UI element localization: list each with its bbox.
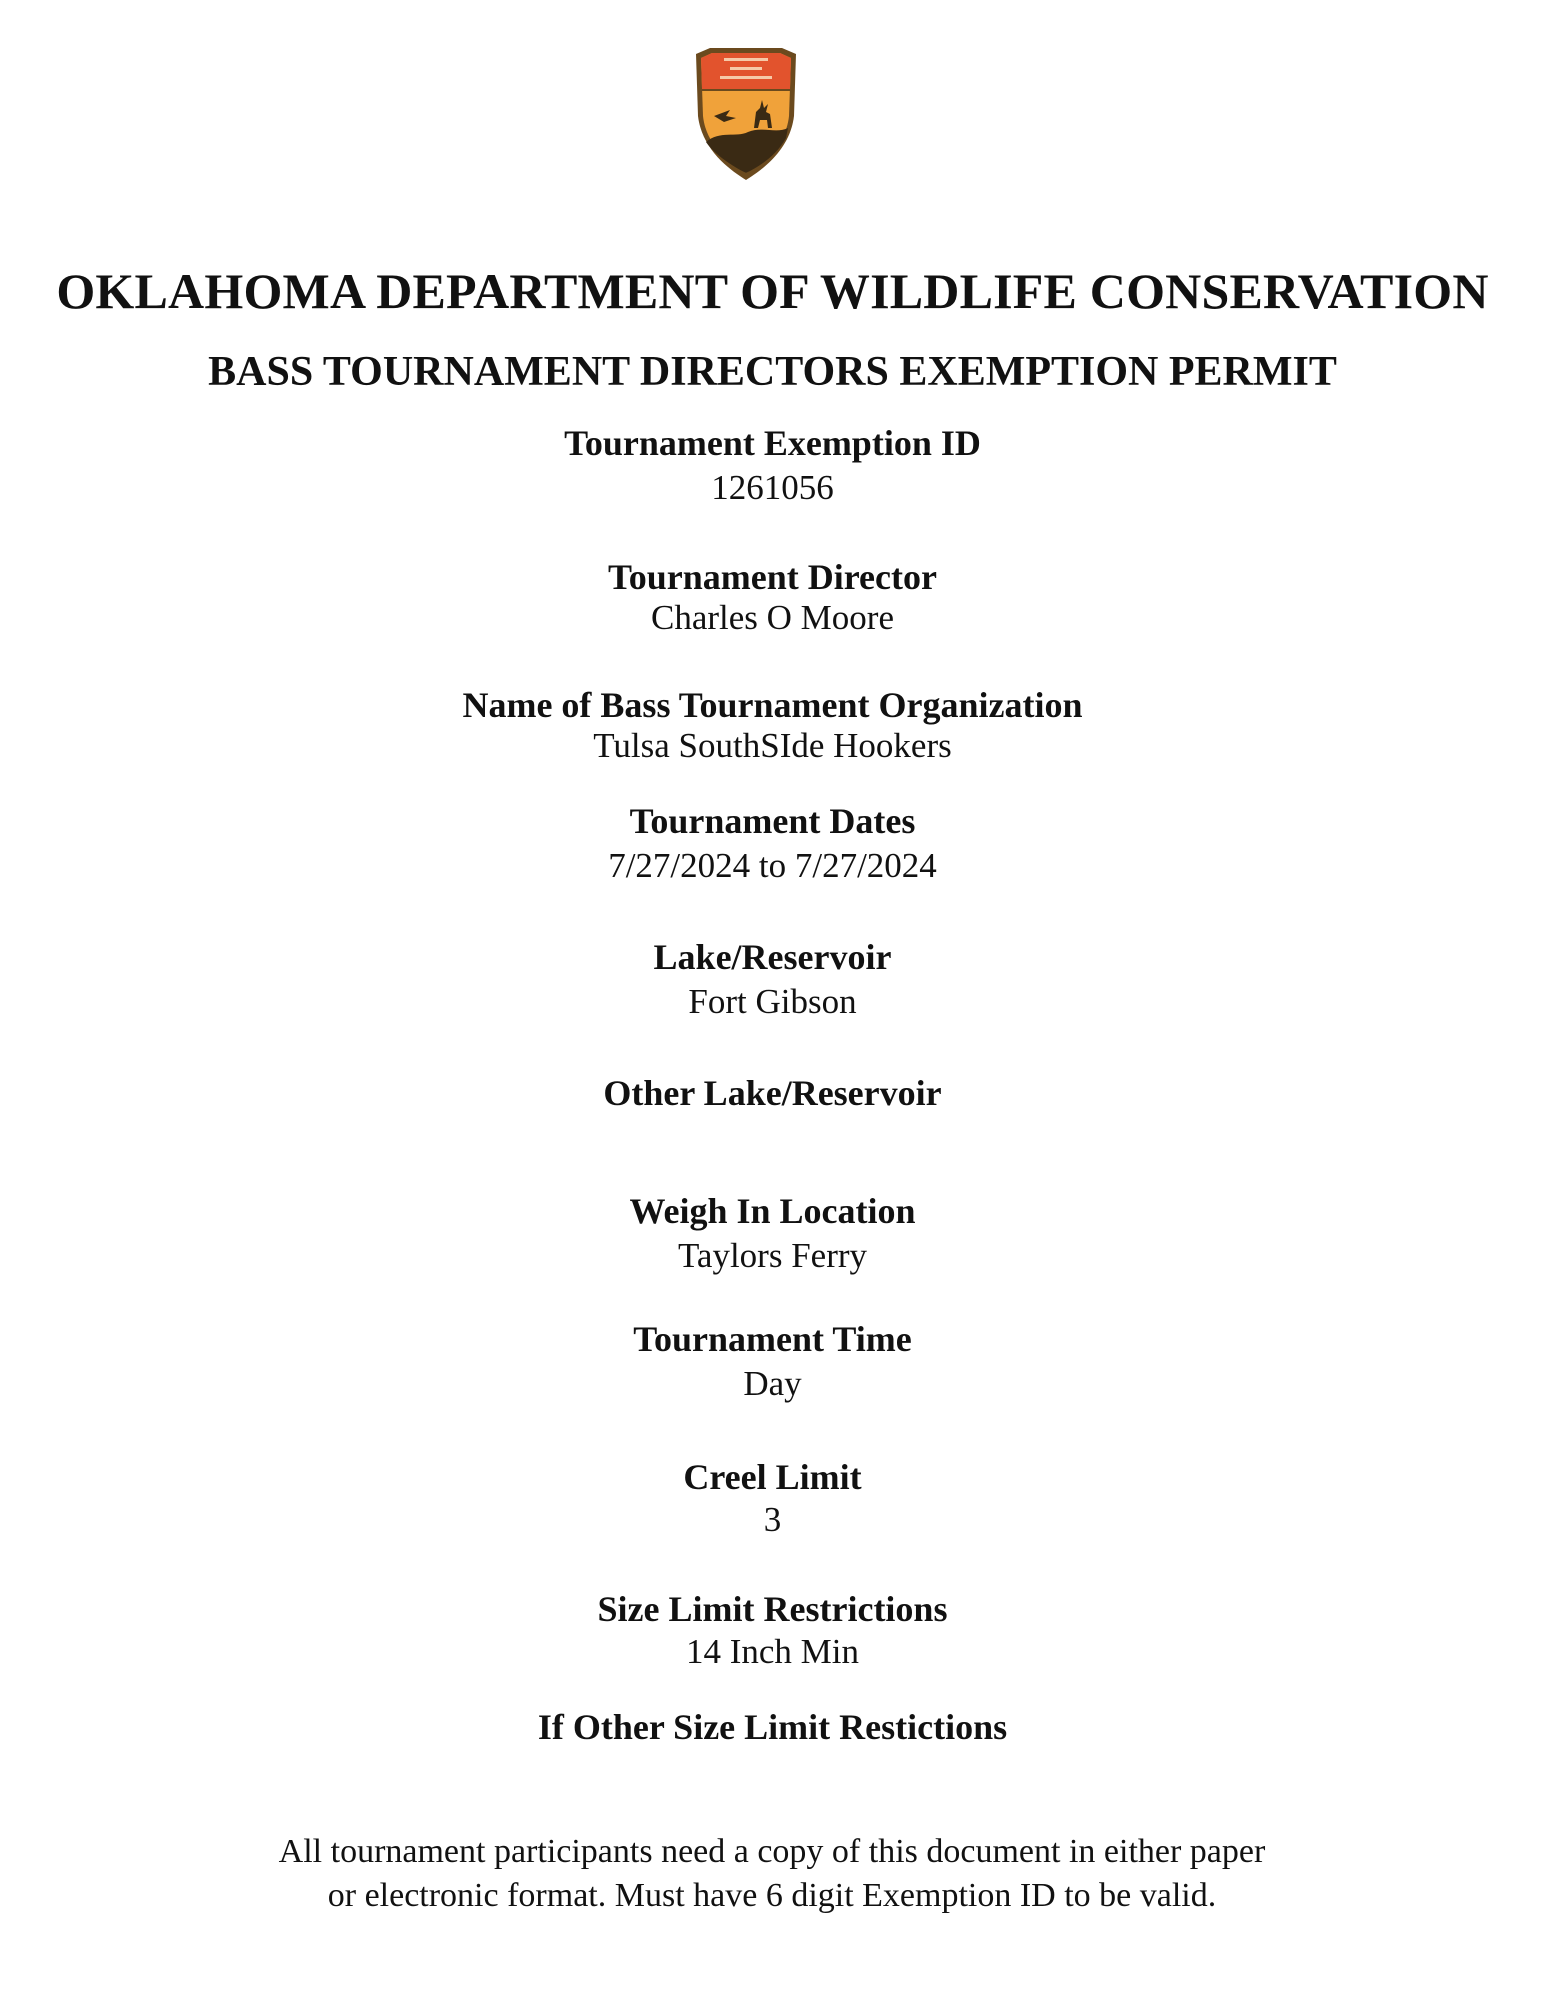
- other-size-limit-label: If Other Size Limit Restictions: [537, 1707, 1008, 1747]
- dates-label: Tournament Dates: [629, 801, 916, 841]
- dates-value: 7/27/2024 to 7/27/2024: [608, 846, 937, 885]
- size-limit-value: 14 Inch Min: [685, 1632, 860, 1671]
- exemption-id-value: 1261056: [711, 468, 834, 507]
- odwc-shield-logo-icon: [690, 46, 802, 182]
- tournament-time-label: Tournament Time: [633, 1319, 912, 1359]
- weigh-in-value: Taylors Ferry: [677, 1236, 868, 1275]
- exemption-id-label: Tournament Exemption ID: [564, 423, 981, 463]
- lake-label: Lake/Reservoir: [653, 937, 892, 977]
- weigh-in-label: Weigh In Location: [629, 1191, 916, 1231]
- permit-title: BASS TOURNAMENT DIRECTORS EXEMPTION PERMIT: [208, 349, 1337, 395]
- agency-title: OKLAHOMA DEPARTMENT OF WILDLIFE CONSERVATION: [56, 263, 1489, 319]
- organization-value: Tulsa SouthSIde Hookers: [593, 726, 952, 765]
- director-value: Charles O Moore: [650, 598, 894, 637]
- creel-limit-value: 3: [763, 1500, 782, 1539]
- notice-line-2: or electronic format. Must have 6 digit Exemption ID to be valid.: [327, 1877, 1217, 1914]
- other-lake-label: Other Lake/Reservoir: [603, 1073, 942, 1113]
- creel-limit-label: Creel Limit: [683, 1457, 862, 1497]
- notice-line-1: All tournament participants need a copy of this document in either paper: [278, 1833, 1266, 1870]
- tournament-time-value: Day: [743, 1364, 802, 1403]
- size-limit-label: Size Limit Restrictions: [597, 1589, 948, 1629]
- participant-notice: [172, 1830, 1372, 1918]
- lake-value: Fort Gibson: [688, 982, 857, 1021]
- organization-label: Name of Bass Tournament Organization: [462, 685, 1083, 725]
- director-label: Tournament Director: [608, 557, 937, 597]
